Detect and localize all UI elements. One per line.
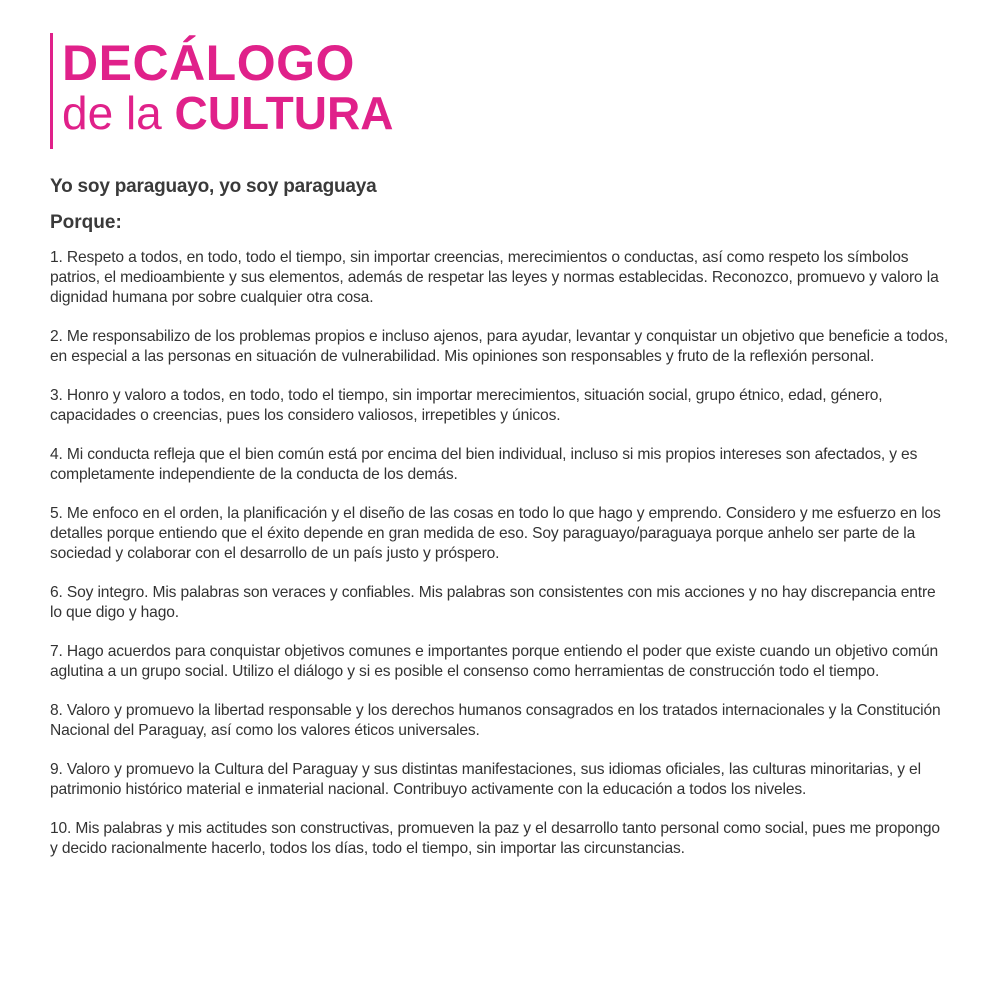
decalogue-item-9: 9. Valoro y promuevo la Cultura del Paraguay y sus distintas manifestaciones, sus idiomas oficiales, las culturas minoritarias, y el patrimonio histórico material e inmaterial nacional. Contribuyo activamente con la educación a todos los niveles. <box>50 761 921 798</box>
title-accent-bar <box>50 33 53 149</box>
intro-heading: Yo soy paraguayo, yo soy paraguaya <box>50 176 377 197</box>
decalogue-item-3: 3. Honro y valoro a todos, en todo, todo el tiempo, sin importar merecimientos, situación social, grupo étnico, edad, género, capacidades o creencias, pues los considero valiosos, irrepetibles y únicos. <box>50 387 883 424</box>
decalogue-item-6: 6. Soy integro. Mis palabras son veraces y confiables. Mis palabras son consistentes con mis acciones y no hay discrepancia entre lo que digo y hago. <box>50 584 936 621</box>
decalogue-item-1: 1. Respeto a todos, en todo, todo el tiempo, sin importar creencias, merecimientos o conductas, así como respeto los símbolos patrios, el medioambiente y sus elementos, además de respetar las leyes y normas establecidas. Reconozco, promuevo y valoro la dignidad humana por sobre cualquier otra cosa. <box>50 249 939 306</box>
title-line-2-light: de la <box>62 87 162 139</box>
page-title <box>62 35 394 139</box>
decalogue-item-2: 2. Me responsabilizo de los problemas propios e incluso ajenos, para ayudar, levantar y conquistar un objetivo que beneficie a todos, en especial a las personas en situación de vulnerabilidad. Mis opiniones son responsables y fruto de la reflexión personal. <box>50 328 949 365</box>
title-line-2 <box>62 87 394 139</box>
decalogue-content <box>50 176 950 878</box>
decalogue-item-8: 8. Valoro y promuevo la libertad responsable y los derechos humanos consagrados en los tratados internacionales y la Constitución Nacional del Paraguay, así como los valores éticos universales. <box>50 702 941 739</box>
decalogue-item-5: 5. Me enfoco en el orden, la planificación y el diseño de las cosas en todo lo que hago y emprendo. Considero y me esfuerzo en los detalles porque entiendo que el éxito depende en gran medida de eso. Soy paraguayo/paraguaya porque anhelo ser parte de la sociedad y colaborar con el desarrollo de un país justo y próspero. <box>50 505 941 562</box>
porque-subheading: Porque: <box>50 212 122 233</box>
title-line-1: DECÁLOGO <box>62 35 355 91</box>
decalogue-item-4: 4. Mi conducta refleja que el bien común está por encima del bien individual, incluso si mis propios intereses son afectados, y es completamente independiente de la conducta de los demás. <box>50 446 918 483</box>
title-line-2-bold: CULTURA <box>174 87 394 139</box>
decalogue-item-7: 7. Hago acuerdos para conquistar objetivos comunes e importantes porque entiendo el poder que existe cuando un objetivo común aglutina a un grupo social. Utilizo el diálogo y si es posible el consenso como herramientas de construcción todo el tiempo. <box>50 643 939 680</box>
decalogue-list <box>50 248 950 859</box>
decalogue-item-10: 10. Mis palabras y mis actitudes son constructivas, promueven la paz y el desarrollo tanto personal como social, pues me propongo y decido racionalmente hacerlo, todos los días, todo el tiempo, sin importar las circunstancias. <box>50 820 940 857</box>
